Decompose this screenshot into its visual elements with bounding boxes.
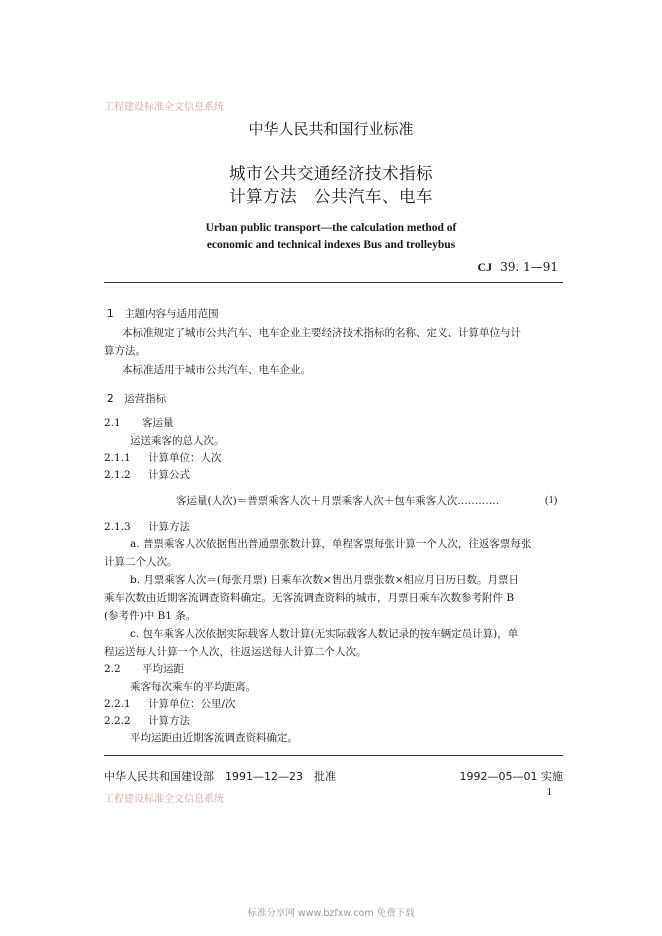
- section-1-para-1-line-1: 本标准规定了城市公共汽车、电车企业主要经济技术指标的名称、定义、计算单位与计: [122, 327, 521, 339]
- approval-line: 中华人民共和国建设部 1991—12—23 批准: [104, 770, 336, 783]
- section-1-para-2: 本标准适用于城市公共汽车、电车企业。: [122, 364, 311, 376]
- watermark-top: 工程建设标准全文信息系统: [104, 102, 224, 113]
- title-line-2: 计算方法 公共汽车、电车: [229, 187, 433, 206]
- formula-1: 客运量(人次)＝普票乘客人次＋月票乘客人次＋包车乘客人次…………: [176, 495, 500, 507]
- item-a-line-2: 计算二个人次。: [104, 556, 178, 568]
- section-2-title: 2 运营指标: [107, 393, 167, 405]
- header-rule: [104, 282, 563, 283]
- section-2-1-2: [104, 470, 190, 481]
- page-number: 1: [546, 786, 552, 798]
- section-2-2-heading: [104, 664, 184, 675]
- section-number: 2.1.3: [104, 521, 131, 533]
- section-heading-text: 计算公式: [148, 469, 190, 481]
- implementation-date: 1992—05—01 实施: [459, 770, 563, 783]
- footer-rule: [104, 755, 563, 756]
- section-heading-text: 计算方法: [148, 715, 190, 727]
- section-number: 2.2: [104, 663, 121, 675]
- section-2-1-definition: 运送乘客的总人次。: [130, 435, 225, 447]
- site-watermark: 标准分享网 www.bzfxw.com 免费下载: [247, 908, 415, 919]
- item-b-line-3: (参考件)中 B1 条。: [104, 610, 197, 622]
- section-heading-text: 计算单位：人次: [148, 452, 222, 464]
- formula-1-number: (1): [545, 495, 558, 506]
- watermark-mid: 工程建设标准全文信息系统: [104, 794, 224, 805]
- section-2-2-1: [104, 699, 236, 710]
- section-number: 2.1.2: [104, 469, 131, 481]
- section-2-1-1: [104, 453, 222, 464]
- item-c-line-2: 程运送每人计算一个人次，往返运送每人计算二个人次。: [104, 646, 367, 658]
- standard-code: 39. 1—91: [500, 260, 558, 274]
- section-2-2-definition: 乘客每次乘车的平均距离。: [130, 681, 256, 693]
- item-b-line-2: 乘车次数由近期客流调查资料确定。无客流调查资料的城市，月票日乘车次数参考附件 B: [104, 592, 515, 604]
- section-2-1-3: [104, 522, 190, 533]
- section-2-2-2-body: 平均运距由近期客流调查资料确定。: [130, 732, 298, 744]
- item-b-line-1: b. 月票乘客人次＝(每张月票) 日乘车次数×售出月票张数×相应月日历日数。月票日: [130, 574, 520, 586]
- section-2-2-2: [104, 716, 190, 727]
- english-title-line-1: Urban public transport—the calculation method of: [205, 222, 457, 234]
- item-a-line-1: a. 普票乘客人次依据售出普通票张数计算，单程客票每张计算一个人次，往返客票每张: [130, 538, 532, 550]
- section-number: 2.2.2: [104, 715, 131, 727]
- section-heading-text: 计算单位：公里/次: [148, 698, 236, 710]
- section-number: 2.1: [104, 417, 121, 429]
- section-2-1-heading: [104, 418, 174, 429]
- standard-number: [478, 260, 558, 275]
- item-c-line-1: c. 包车乘客人次依据实际载客人数计算(无实际载客人数记录的按车辆定员计算)，单: [130, 628, 519, 640]
- section-1-para-1-line-2: 算方法。: [104, 345, 146, 357]
- section-heading-text: 平均运距: [142, 663, 184, 675]
- standard-prefix: CJ: [477, 260, 493, 274]
- section-heading-text: 计算方法: [148, 521, 190, 533]
- section-number: 2.1.1: [104, 452, 131, 464]
- section-heading-text: 客运量: [142, 417, 174, 429]
- section-number: 2.2.1: [104, 698, 131, 710]
- section-1-title: 1 主题内容与适用范围: [107, 308, 219, 320]
- standard-category: 中华人民共和国行业标准: [248, 120, 414, 138]
- title-line-1: 城市公共交通经济技术指标: [229, 164, 433, 183]
- english-title-line-2: economic and technical indexes Bus and trolleybus: [206, 239, 456, 251]
